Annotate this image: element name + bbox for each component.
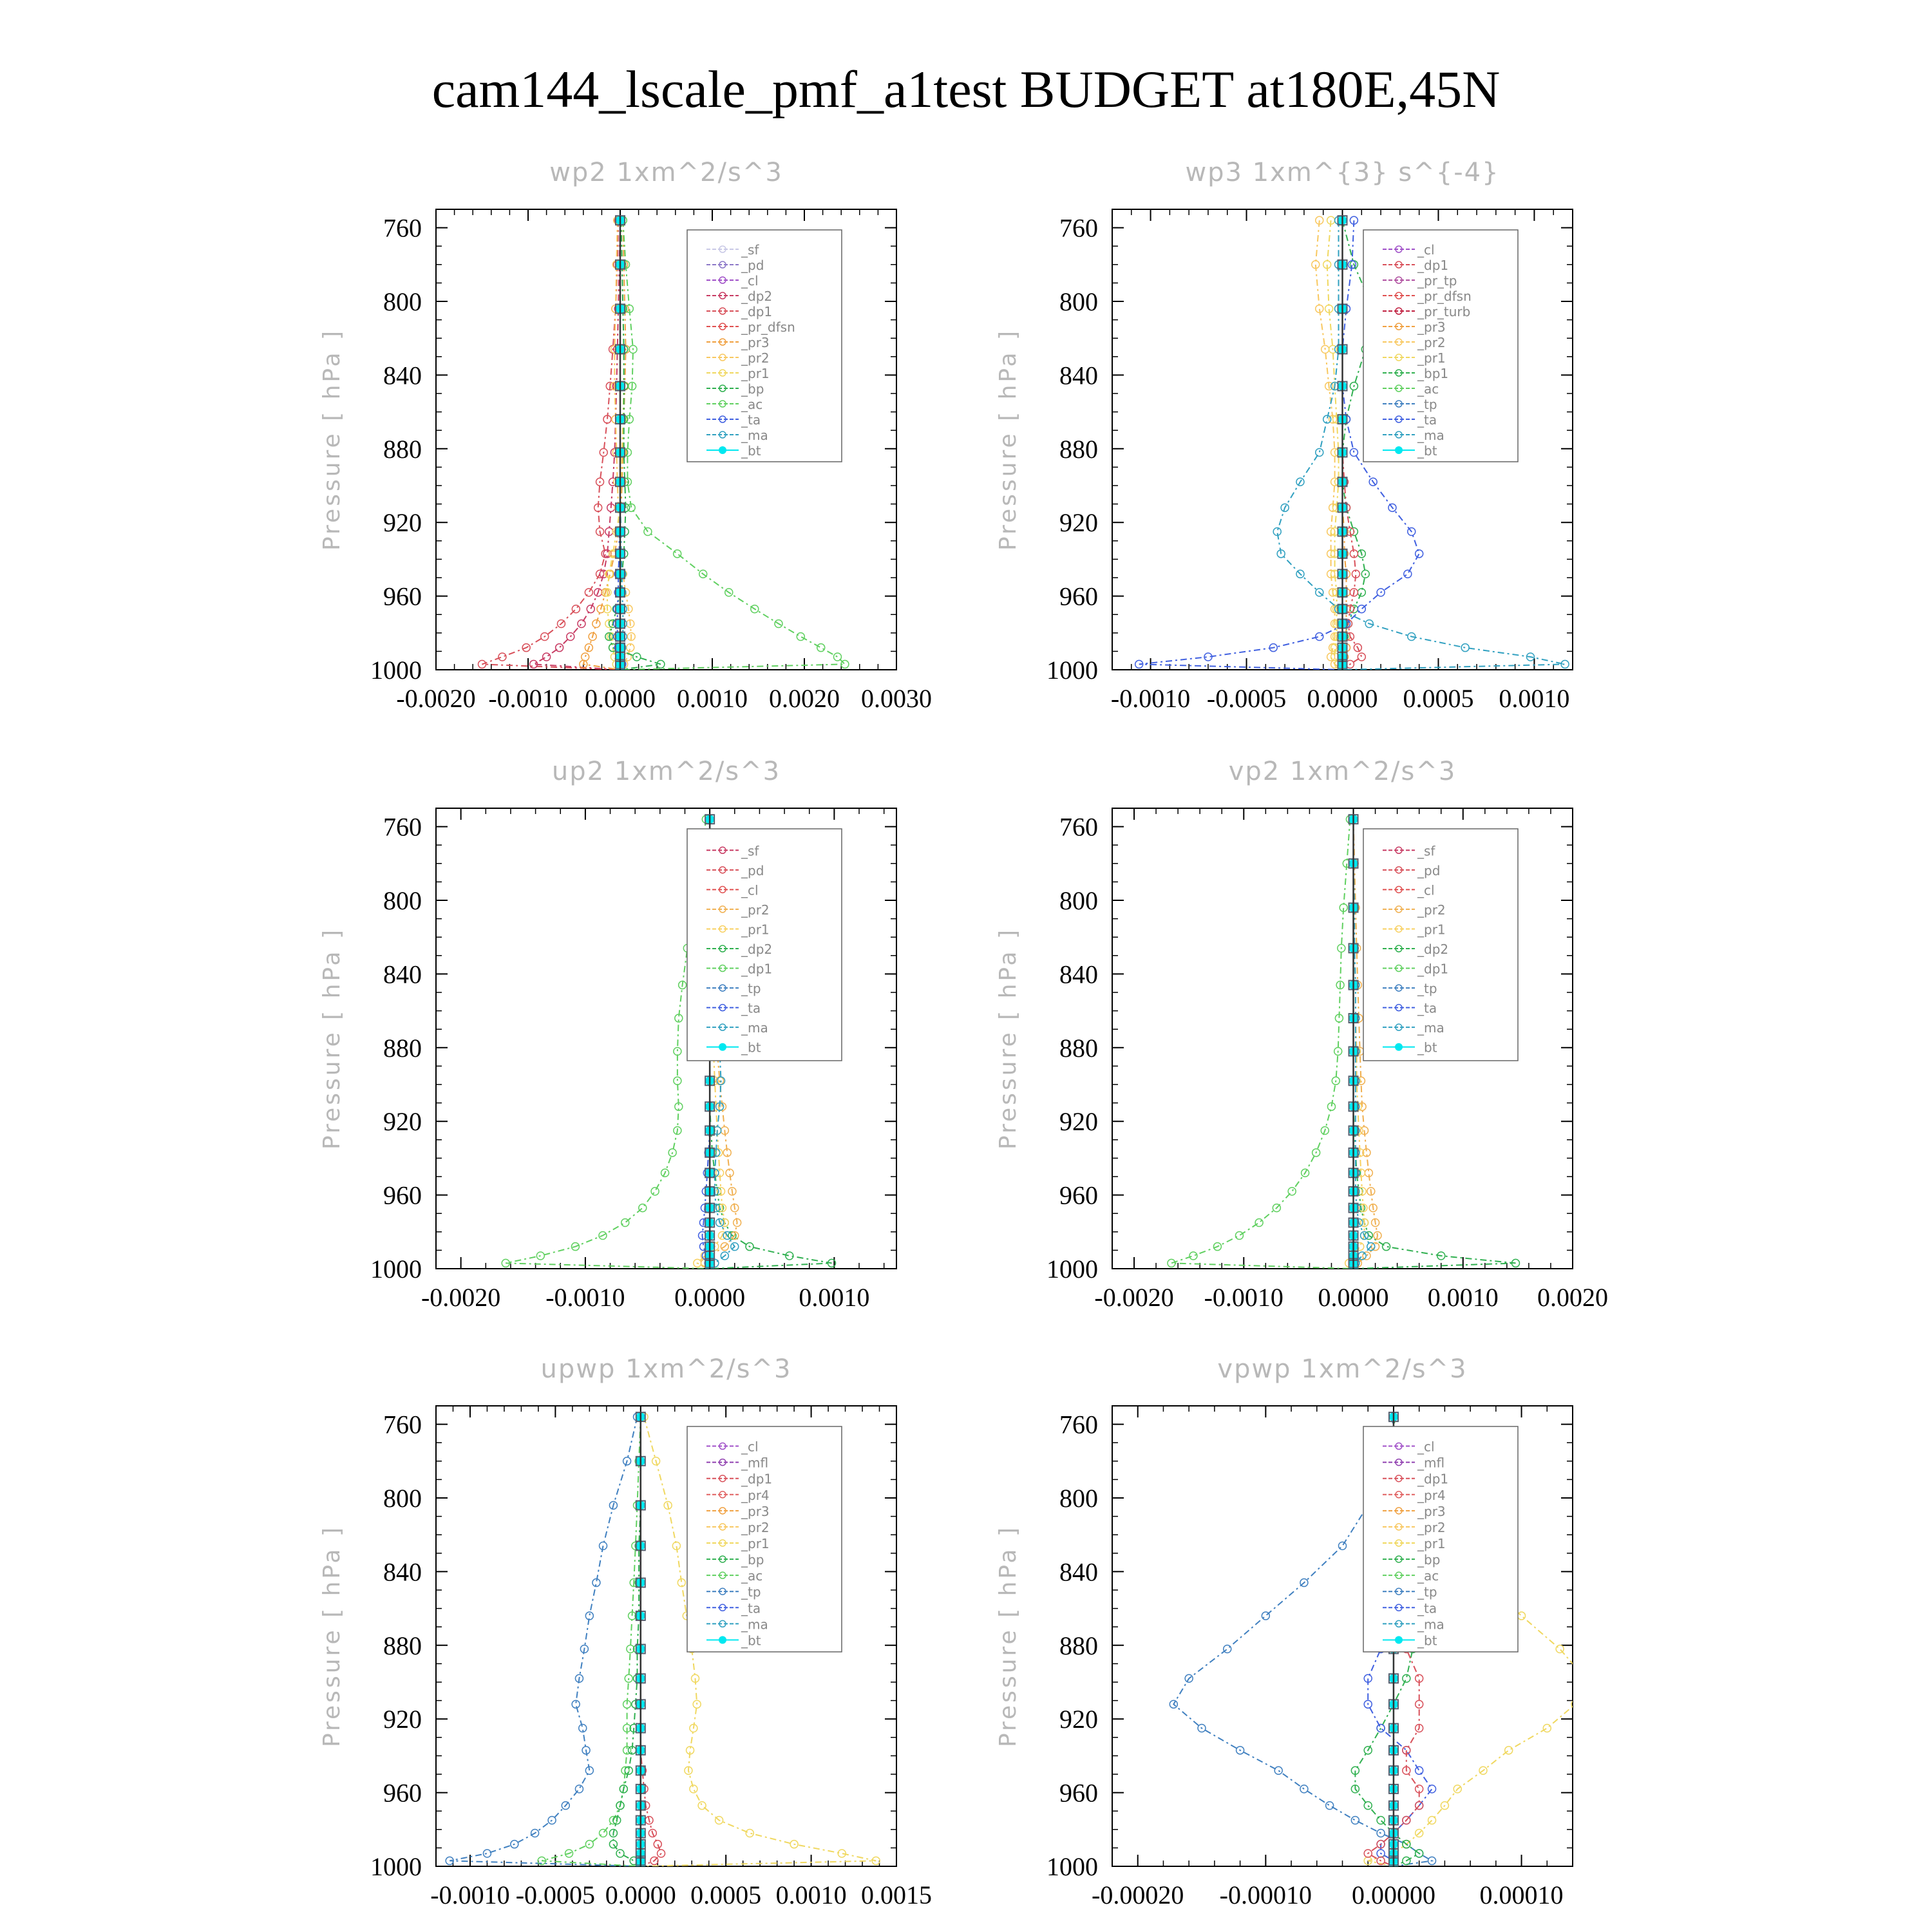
- legend-label: _pr2: [1417, 335, 1446, 350]
- data-point: [483, 1850, 491, 1857]
- legend-label: _dp1: [1417, 258, 1449, 273]
- legend: [687, 1426, 842, 1652]
- y-tick-label: 960: [1059, 1180, 1098, 1210]
- legend-label: _ac: [1417, 381, 1439, 397]
- legend-label: _pr2: [1417, 902, 1446, 918]
- x-tick-label: -0.0010: [430, 1880, 510, 1909]
- legend-label: _ac: [1417, 1568, 1439, 1584]
- y-tick-label: 1000: [370, 1255, 422, 1283]
- legend-label: _bt: [741, 443, 761, 459]
- legend-label: _sf: [741, 843, 759, 859]
- y-tick-label: 760: [1059, 812, 1098, 842]
- x-tick-label: 0.0000: [605, 1880, 676, 1909]
- y-tick-label: 840: [1059, 1557, 1098, 1587]
- data-point: [1582, 1674, 1589, 1682]
- legend-label: _pr3: [1417, 319, 1446, 335]
- chart-panel-2: [995, 158, 1573, 713]
- data-point: [1358, 589, 1365, 596]
- legend-label: _ma: [1417, 1616, 1444, 1633]
- legend-label: _bt: [1417, 443, 1437, 459]
- legend-label: _ta: [741, 1000, 761, 1016]
- legend-label: _pr3: [741, 1503, 770, 1519]
- series-line-dp1: [1171, 819, 1354, 1269]
- y-tick-label: 880: [383, 434, 422, 464]
- legend-label: _pd: [741, 862, 764, 878]
- x-tick-label: -0.0020: [396, 684, 476, 713]
- legend-marker: [1395, 446, 1403, 454]
- legend-label: _pr1: [1417, 350, 1446, 366]
- data-point: [1364, 1802, 1372, 1810]
- y-axis-label: Pressure [ hPa ]: [995, 328, 1021, 551]
- y-axis-label: Pressure [ hPa ]: [995, 1524, 1021, 1748]
- legend-label: _tp: [1417, 397, 1437, 412]
- data-point: [1518, 1612, 1526, 1620]
- legend-label: _pr4: [741, 1487, 770, 1503]
- x-tick-label: 0.0005: [1403, 684, 1474, 713]
- legend-label: _dp1: [1417, 961, 1449, 977]
- series-line-dp1: [482, 220, 621, 670]
- y-axis-label: Pressure [ hPa ]: [319, 1524, 345, 1748]
- x-tick-label: -0.0010: [545, 1283, 625, 1312]
- legend-label: _ma: [741, 1616, 768, 1633]
- data-point: [1543, 1725, 1551, 1732]
- y-tick-label: 840: [383, 960, 422, 989]
- y-tick-label: 840: [1059, 361, 1098, 390]
- legend-label: _pd: [741, 258, 764, 273]
- data-point: [651, 1188, 659, 1195]
- legend-label: _sf: [741, 242, 759, 258]
- x-tick-label: -0.0005: [1206, 684, 1287, 713]
- legend-label: _pr_tp: [1417, 273, 1457, 289]
- y-tick-label: 920: [383, 1705, 422, 1734]
- x-tick-label: 0.00000: [1351, 1880, 1435, 1909]
- legend-label: _cl: [741, 882, 759, 898]
- data-point: [690, 1785, 697, 1793]
- data-point: [1505, 1747, 1513, 1754]
- y-tick-label: 960: [383, 582, 422, 611]
- legend-label: _ta: [1417, 412, 1437, 428]
- legend: [1363, 1426, 1518, 1652]
- legend-label: _tp: [741, 1584, 761, 1600]
- series-line-dp1: [641, 1417, 661, 1866]
- legend-label: _pr2: [741, 350, 770, 366]
- legend-label: _bp: [1417, 1552, 1441, 1568]
- legend-label: _dp1: [741, 1471, 773, 1487]
- legend-label: _pr2: [741, 902, 770, 918]
- y-tick-label: 920: [1059, 1705, 1098, 1734]
- panel-title: wp3 1xm^{3} s^{-4}: [1185, 158, 1500, 187]
- data-point: [1416, 550, 1423, 558]
- x-tick-label: -0.0005: [515, 1880, 596, 1909]
- data-point: [639, 1204, 647, 1212]
- legend-label: _cl: [1417, 242, 1435, 258]
- legend-label: _bt: [741, 1633, 761, 1649]
- data-point: [1326, 1802, 1334, 1810]
- y-tick-label: 880: [1059, 1631, 1098, 1660]
- y-tick-label: 800: [1059, 1484, 1098, 1513]
- data-point: [797, 633, 804, 641]
- series-line-pr1: [607, 220, 624, 670]
- legend-label: _tp: [741, 981, 761, 997]
- legend-label: _mfl: [741, 1455, 769, 1471]
- legend-label: _pr_dfsn: [1417, 289, 1472, 304]
- x-tick-label: 0.0005: [690, 1880, 762, 1909]
- legend: [1363, 829, 1518, 1061]
- legend-label: _tp: [1417, 1584, 1437, 1600]
- data-point: [621, 1219, 629, 1227]
- y-tick-label: 800: [383, 886, 422, 915]
- legend-marker: [719, 446, 726, 454]
- x-tick-label: 0.0030: [861, 684, 932, 713]
- legend-label: _bp1: [1417, 366, 1449, 381]
- legend-label: _pr3: [1417, 1503, 1446, 1519]
- y-tick-label: 880: [1059, 434, 1098, 464]
- legend-label: _ac: [741, 397, 763, 412]
- y-tick-label: 760: [1059, 213, 1098, 243]
- data-point: [1168, 1259, 1175, 1267]
- data-point: [1428, 1817, 1436, 1824]
- y-tick-label: 920: [1059, 508, 1098, 538]
- x-tick-label: 0.0010: [1499, 684, 1570, 713]
- legend-label: _dp1: [741, 961, 773, 977]
- y-tick-label: 920: [383, 1107, 422, 1137]
- data-point: [674, 1048, 681, 1056]
- y-tick-label: 760: [1059, 1410, 1098, 1439]
- y-tick-label: 960: [383, 1778, 422, 1808]
- legend-label: _bt: [741, 1039, 761, 1056]
- chart-panel-5: [319, 1354, 932, 1909]
- x-tick-label: 0.0000: [1318, 1283, 1389, 1312]
- panel-title: vp2 1xm^2/s^3: [1228, 757, 1457, 786]
- legend-label: _ma: [1417, 1020, 1444, 1036]
- data-point: [1351, 1817, 1359, 1824]
- panel-title: vpwp 1xm^2/s^3: [1217, 1354, 1468, 1384]
- series-line-ac: [542, 1417, 641, 1866]
- legend-label: _pr1: [741, 1536, 770, 1551]
- legend: [687, 829, 842, 1061]
- chart-panel-1: [319, 158, 932, 713]
- y-tick-label: 1000: [370, 1852, 422, 1881]
- x-tick-label: 0.00010: [1479, 1880, 1564, 1909]
- data-point: [674, 1077, 681, 1084]
- series-line-bp: [613, 1417, 640, 1866]
- legend-label: _bt: [1417, 1039, 1437, 1056]
- legend-label: _cl: [1417, 1439, 1435, 1455]
- x-tick-label: 0.0000: [1307, 684, 1378, 713]
- y-tick-label: 800: [1059, 886, 1098, 915]
- data-point: [582, 653, 589, 661]
- legend-label: _dp2: [741, 289, 773, 304]
- data-point: [1189, 1252, 1197, 1260]
- x-tick-label: -0.0020: [1094, 1283, 1174, 1312]
- data-point: [833, 653, 841, 661]
- y-tick-label: 1000: [1046, 656, 1098, 685]
- y-tick-label: 800: [1059, 287, 1098, 316]
- data-point: [1358, 1252, 1366, 1260]
- legend-label: _pr2: [1417, 1519, 1446, 1535]
- series-line-pr1: [1349, 819, 1365, 1269]
- data-point: [1316, 449, 1323, 457]
- y-tick-label: 840: [1059, 960, 1098, 989]
- legend-label: _dp2: [1417, 942, 1449, 957]
- x-tick-label: -0.00020: [1092, 1880, 1184, 1909]
- legend-label: _bt: [1417, 1633, 1437, 1649]
- legend-label: _bp: [741, 381, 764, 397]
- y-tick-label: 960: [383, 1180, 422, 1210]
- data-point: [1377, 1817, 1385, 1824]
- legend-label: _pr1: [1417, 922, 1446, 938]
- y-tick-label: 1000: [1046, 1852, 1098, 1881]
- x-tick-label: -0.0010: [1204, 1283, 1283, 1312]
- legend-label: _pr2: [741, 1519, 770, 1535]
- legend-label: _cl: [741, 1439, 759, 1455]
- page-title: cam144_lscale_pmf_a1test BUDGET at180E,45N: [431, 60, 1501, 118]
- data-point: [1274, 1766, 1282, 1774]
- data-point: [575, 1785, 583, 1793]
- data-point: [1235, 1232, 1243, 1240]
- x-tick-label: 0.0010: [799, 1283, 870, 1312]
- y-tick-label: 760: [383, 812, 422, 842]
- series-line-tp: [450, 1417, 641, 1866]
- panel-title: upwp 1xm^2/s^3: [540, 1354, 792, 1384]
- y-tick-label: 960: [1059, 1778, 1098, 1808]
- y-tick-label: 920: [383, 508, 422, 538]
- y-tick-label: 880: [383, 1033, 422, 1063]
- data-point: [616, 1850, 624, 1857]
- data-point: [674, 550, 681, 558]
- legend: [687, 230, 842, 462]
- legend-label: _dp2: [741, 942, 773, 957]
- data-point: [1556, 1645, 1564, 1653]
- y-tick-label: 760: [383, 213, 422, 243]
- panel-title: up2 1xm^2/s^3: [551, 757, 781, 786]
- y-tick-label: 840: [383, 361, 422, 390]
- data-point: [1561, 660, 1569, 668]
- y-tick-label: 880: [1059, 1033, 1098, 1063]
- legend-label: _ta: [741, 1600, 761, 1616]
- legend: [1363, 230, 1518, 462]
- data-point: [543, 653, 551, 661]
- legend-label: _ta: [1417, 1000, 1437, 1016]
- legend-label: _tp: [1417, 981, 1437, 997]
- legend-label: _mfl: [1417, 1455, 1445, 1471]
- legend-label: _pr1: [741, 922, 770, 938]
- panel-title: wp2 1xm^2/s^3: [549, 158, 783, 187]
- x-tick-label: -0.0020: [421, 1283, 501, 1312]
- data-point: [1358, 605, 1365, 613]
- data-point: [817, 644, 825, 652]
- chart-panel-3: [319, 757, 896, 1312]
- legend-label: _ma: [741, 428, 768, 443]
- y-tick-label: 840: [383, 1557, 422, 1587]
- x-tick-label: 0.0010: [1427, 1283, 1499, 1312]
- data-point: [498, 653, 506, 661]
- y-tick-label: 1000: [1046, 1255, 1098, 1283]
- legend-label: _pr1: [741, 366, 770, 381]
- y-tick-label: 800: [383, 287, 422, 316]
- y-axis-label: Pressure [ hPa ]: [319, 927, 345, 1150]
- chart-panel-4: [995, 757, 1608, 1312]
- x-tick-label: -0.0010: [488, 684, 568, 713]
- data-point: [1363, 1252, 1370, 1260]
- legend-label: _dp1: [741, 304, 773, 319]
- x-tick-label: 0.0010: [677, 684, 748, 713]
- data-point: [654, 1841, 661, 1848]
- legend-label: _pr3: [741, 335, 770, 350]
- legend-marker: [1395, 1043, 1403, 1051]
- x-tick-label: 0.0000: [674, 1283, 746, 1312]
- data-point: [578, 620, 585, 628]
- legend-label: _sf: [1417, 843, 1435, 859]
- x-tick-label: -0.00010: [1219, 1880, 1312, 1909]
- data-point: [698, 1802, 706, 1810]
- legend-marker: [1395, 1636, 1403, 1643]
- legend-label: _ma: [741, 1020, 768, 1036]
- y-tick-label: 760: [383, 1410, 422, 1439]
- x-tick-label: 0.0020: [769, 684, 840, 713]
- y-tick-label: 1000: [370, 656, 422, 685]
- data-point: [1224, 1645, 1231, 1653]
- legend-label: _ta: [1417, 1600, 1437, 1616]
- legend-label: _bp: [741, 1552, 764, 1568]
- data-point: [1416, 1766, 1423, 1774]
- series-line-dp1: [506, 819, 710, 1269]
- legend-label: _pr4: [1417, 1487, 1446, 1503]
- legend-label: _pr_dfsn: [741, 319, 795, 335]
- legend-label: _cl: [1417, 882, 1435, 898]
- x-tick-label: -0.0010: [1110, 684, 1191, 713]
- data-point: [1288, 1188, 1296, 1195]
- legend-label: _pr_turb: [1417, 304, 1471, 319]
- legend-marker: [719, 1636, 726, 1643]
- data-point: [600, 1830, 607, 1837]
- x-tick-label: 0.0000: [585, 684, 656, 713]
- data-point: [1358, 653, 1365, 661]
- x-tick-label: 0.0010: [775, 1880, 847, 1909]
- data-point: [585, 589, 592, 596]
- y-tick-label: 800: [383, 1484, 422, 1513]
- legend-label: _cl: [741, 273, 759, 289]
- legend-label: _ma: [1417, 428, 1444, 443]
- data-point: [572, 605, 580, 613]
- data-point: [1428, 1785, 1436, 1793]
- y-tick-label: 920: [1059, 1107, 1098, 1137]
- data-point: [1255, 1219, 1263, 1227]
- x-tick-label: 0.0015: [861, 1880, 932, 1909]
- chart-panel-6: [995, 1354, 1589, 1909]
- y-axis-label: Pressure [ hPa ]: [995, 927, 1021, 1150]
- data-point: [1404, 570, 1412, 578]
- legend-label: _dp1: [1417, 1471, 1449, 1487]
- data-point: [1339, 1542, 1347, 1549]
- legend-label: _ta: [741, 412, 761, 428]
- legend-label: _ac: [741, 1568, 763, 1584]
- data-point: [587, 605, 594, 613]
- legend-label: _pr1: [1417, 1536, 1446, 1551]
- y-tick-label: 880: [383, 1631, 422, 1660]
- x-tick-label: 0.0020: [1537, 1283, 1608, 1312]
- legend-marker: [719, 1043, 726, 1051]
- y-axis-label: Pressure [ hPa ]: [319, 328, 345, 551]
- data-point: [1262, 1612, 1269, 1620]
- legend-label: _pd: [1417, 862, 1441, 878]
- series-line-dp2: [534, 220, 620, 670]
- data-point: [556, 644, 564, 652]
- y-tick-label: 960: [1059, 582, 1098, 611]
